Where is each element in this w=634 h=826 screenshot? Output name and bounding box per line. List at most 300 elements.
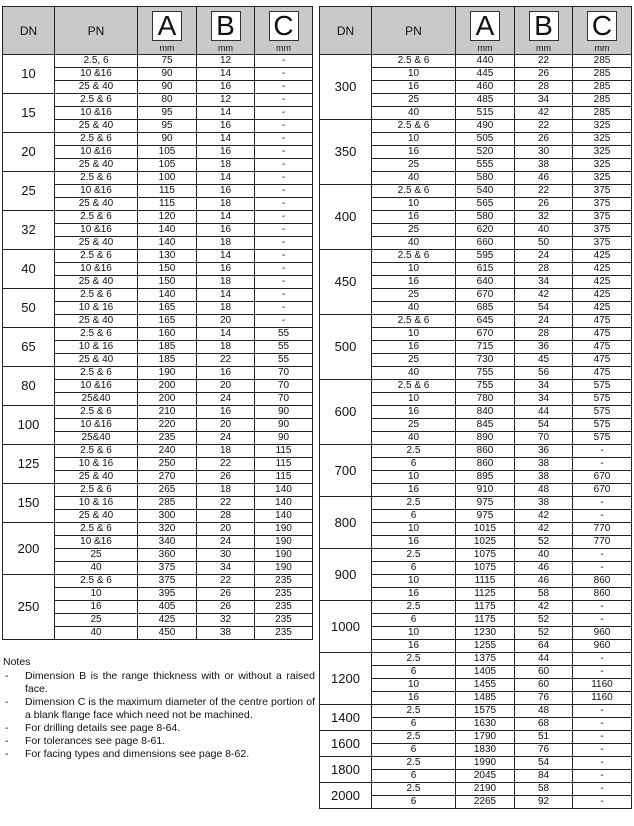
dn-cell: 600 xyxy=(320,380,372,445)
pn-cell: 2.5 xyxy=(372,549,456,562)
pn-cell: 25 xyxy=(372,419,456,432)
dn-cell: 50 xyxy=(3,289,55,328)
c-cell: - xyxy=(255,107,313,120)
b-cell: 14 xyxy=(197,133,255,146)
c-cell: 190 xyxy=(255,523,313,536)
table-row xyxy=(3,289,313,302)
pn-cell: 10 xyxy=(372,133,456,146)
a-cell: 895 xyxy=(456,471,515,484)
b-cell: 16 xyxy=(197,224,255,237)
a-cell: 565 xyxy=(456,198,515,211)
c-cell: 55 xyxy=(255,341,313,354)
a-cell: 2190 xyxy=(456,783,515,796)
table-row xyxy=(3,211,313,224)
c-cell: - xyxy=(255,315,313,328)
c-cell: - xyxy=(573,562,632,575)
table-row xyxy=(3,133,313,146)
b-cell: 20 xyxy=(197,419,255,432)
c-cell: 70 xyxy=(255,380,313,393)
b-cell: 26 xyxy=(197,471,255,484)
pn-cell: 16 xyxy=(372,276,456,289)
c-cell: 70 xyxy=(255,393,313,406)
c-cell: 285 xyxy=(573,81,632,94)
c-cell: 575 xyxy=(573,380,632,393)
a-cell: 670 xyxy=(456,328,515,341)
c-cell: 1160 xyxy=(573,692,632,705)
pn-cell: 2.5 xyxy=(372,731,456,744)
notes-list xyxy=(3,670,315,761)
b-cell: 42 xyxy=(515,107,573,120)
pn-cell: 6 xyxy=(372,666,456,679)
b-cell: 38 xyxy=(515,159,573,172)
pn-cell: 16 xyxy=(372,588,456,601)
pn-cell: 25 xyxy=(372,159,456,172)
c-cell: 860 xyxy=(573,575,632,588)
b-cell: 16 xyxy=(197,120,255,133)
b-cell: 45 xyxy=(515,354,573,367)
a-cell: 80 xyxy=(138,94,197,107)
table-row xyxy=(320,601,632,614)
a-cell: 840 xyxy=(456,406,515,419)
b-cell: 16 xyxy=(197,81,255,94)
dn-cell: 1200 xyxy=(320,653,372,705)
a-cell: 975 xyxy=(456,510,515,523)
b-cell: 16 xyxy=(197,406,255,419)
pn-cell: 10 & 16 xyxy=(55,497,138,510)
a-cell: 860 xyxy=(456,458,515,471)
a-cell: 2045 xyxy=(456,770,515,783)
table-row xyxy=(3,172,313,185)
b-cell: 22 xyxy=(515,55,573,68)
b-cell: 18 xyxy=(197,445,255,458)
pn-cell: 2.5 & 6 xyxy=(55,133,138,146)
b-cell: 18 xyxy=(197,198,255,211)
header-c: C mm xyxy=(573,7,632,55)
c-cell: - xyxy=(573,666,632,679)
b-cell: 46 xyxy=(515,172,573,185)
a-cell: 1375 xyxy=(456,653,515,666)
a-cell: 115 xyxy=(138,185,197,198)
c-cell: 475 xyxy=(573,341,632,354)
a-cell: 505 xyxy=(456,133,515,146)
c-cell: 55 xyxy=(255,354,313,367)
b-cell: 26 xyxy=(515,133,573,146)
c-cell: 770 xyxy=(573,523,632,536)
a-cell: 1175 xyxy=(456,601,515,614)
c-cell: 70 xyxy=(255,367,313,380)
a-cell: 640 xyxy=(456,276,515,289)
a-cell: 90 xyxy=(138,68,197,81)
c-cell: 325 xyxy=(573,133,632,146)
a-cell: 445 xyxy=(456,68,515,81)
pn-cell: 25 xyxy=(55,614,138,627)
pn-cell: 2.5 & 6 xyxy=(55,211,138,224)
b-cell: 48 xyxy=(515,484,573,497)
a-cell: 250 xyxy=(138,458,197,471)
pn-cell: 16 xyxy=(372,640,456,653)
pn-cell: 10 & 16 xyxy=(55,458,138,471)
dn-cell: 1000 xyxy=(320,601,372,653)
b-cell: 76 xyxy=(515,692,573,705)
pn-cell: 10 xyxy=(372,328,456,341)
a-cell: 165 xyxy=(138,302,197,315)
b-cell: 18 xyxy=(197,237,255,250)
b-cell: 16 xyxy=(197,263,255,276)
b-cell: 26 xyxy=(197,588,255,601)
b-cell: 70 xyxy=(515,432,573,445)
c-cell: 235 xyxy=(255,627,313,640)
b-cell: 54 xyxy=(515,302,573,315)
b-cell: 20 xyxy=(197,380,255,393)
a-cell: 95 xyxy=(138,107,197,120)
c-cell: 235 xyxy=(255,575,313,588)
c-cell: - xyxy=(573,744,632,757)
b-cell: 51 xyxy=(515,731,573,744)
a-cell: 140 xyxy=(138,237,197,250)
table-row xyxy=(3,328,313,341)
pn-cell: 10 xyxy=(372,68,456,81)
pn-cell: 25 xyxy=(372,94,456,107)
pn-cell: 16 xyxy=(372,341,456,354)
c-cell: 475 xyxy=(573,367,632,380)
pn-cell: 16 xyxy=(372,692,456,705)
pn-cell: 2.5 xyxy=(372,497,456,510)
c-cell: - xyxy=(573,601,632,614)
dn-cell: 350 xyxy=(320,120,372,185)
c-cell: - xyxy=(255,68,313,81)
pn-cell: 25 xyxy=(372,289,456,302)
b-cell: 46 xyxy=(515,575,573,588)
pn-cell: 6 xyxy=(372,614,456,627)
pn-cell: 10 &16 xyxy=(55,107,138,120)
a-cell: 1025 xyxy=(456,536,515,549)
c-cell: - xyxy=(573,614,632,627)
c-cell: - xyxy=(255,159,313,172)
a-cell: 395 xyxy=(138,588,197,601)
a-cell: 580 xyxy=(456,211,515,224)
b-cell: 36 xyxy=(515,341,573,354)
c-cell: 325 xyxy=(573,159,632,172)
dn-cell: 100 xyxy=(3,406,55,445)
pn-cell: 2.5 & 6 xyxy=(55,523,138,536)
pn-cell: 10 &16 xyxy=(55,146,138,159)
a-cell: 1830 xyxy=(456,744,515,757)
note-item: - For facing types and dimensions see page 8-62. xyxy=(3,748,315,761)
c-cell: - xyxy=(255,263,313,276)
c-cell: 960 xyxy=(573,627,632,640)
a-cell: 620 xyxy=(456,224,515,237)
pn-cell: 2.5 xyxy=(372,783,456,796)
c-cell: 325 xyxy=(573,146,632,159)
c-cell: - xyxy=(573,718,632,731)
a-cell: 130 xyxy=(138,250,197,263)
a-cell: 1575 xyxy=(456,705,515,718)
header-a: A mm xyxy=(138,7,197,55)
c-cell: 575 xyxy=(573,419,632,432)
c-cell: 960 xyxy=(573,640,632,653)
dn-cell: 20 xyxy=(3,133,55,172)
b-cell: 20 xyxy=(197,523,255,536)
pn-cell: 2.5, 6 xyxy=(55,55,138,68)
a-cell: 320 xyxy=(138,523,197,536)
pn-cell: 2.5 & 6 xyxy=(55,575,138,588)
pn-cell: 2.5 & 6 xyxy=(55,367,138,380)
a-cell: 1255 xyxy=(456,640,515,653)
table-row xyxy=(3,94,313,107)
a-cell: 210 xyxy=(138,406,197,419)
c-cell: - xyxy=(255,172,313,185)
b-cell: 18 xyxy=(197,159,255,172)
a-cell: 780 xyxy=(456,393,515,406)
a-cell: 1405 xyxy=(456,666,515,679)
a-cell: 1790 xyxy=(456,731,515,744)
a-cell: 540 xyxy=(456,185,515,198)
c-cell: 425 xyxy=(573,276,632,289)
b-cell: 32 xyxy=(515,211,573,224)
a-cell: 425 xyxy=(138,614,197,627)
a-cell: 190 xyxy=(138,367,197,380)
pn-cell: 10 &16 xyxy=(55,536,138,549)
notes-title: Notes xyxy=(3,656,31,668)
pn-cell: 16 xyxy=(372,406,456,419)
pn-cell: 25 & 40 xyxy=(55,354,138,367)
b-cell: 22 xyxy=(197,354,255,367)
note-item: - Dimension B is the range thickness with or without a raised face. xyxy=(3,670,315,696)
header-pn: PN xyxy=(55,7,138,55)
a-cell: 1015 xyxy=(456,523,515,536)
a-cell: 105 xyxy=(138,146,197,159)
a-cell: 660 xyxy=(456,237,515,250)
a-cell: 485 xyxy=(456,94,515,107)
b-cell: 20 xyxy=(197,315,255,328)
pn-cell: 16 xyxy=(372,146,456,159)
pn-cell: 2.5 xyxy=(372,705,456,718)
c-cell: 575 xyxy=(573,406,632,419)
b-cell: 16 xyxy=(197,146,255,159)
table-row xyxy=(3,575,313,588)
notes-section xyxy=(3,656,315,761)
a-cell: 1485 xyxy=(456,692,515,705)
table-row xyxy=(320,731,632,744)
b-cell: 14 xyxy=(197,68,255,81)
dn-cell: 32 xyxy=(3,211,55,250)
c-cell: - xyxy=(573,783,632,796)
dn-cell: 40 xyxy=(3,250,55,289)
pn-cell: 10 xyxy=(372,627,456,640)
a-cell: 1455 xyxy=(456,679,515,692)
c-cell: - xyxy=(255,276,313,289)
a-cell: 90 xyxy=(138,133,197,146)
c-cell: - xyxy=(573,497,632,510)
a-cell: 645 xyxy=(456,315,515,328)
dn-cell: 400 xyxy=(320,185,372,250)
a-cell: 1630 xyxy=(456,718,515,731)
b-cell: 24 xyxy=(515,315,573,328)
pn-cell: 16 xyxy=(372,536,456,549)
a-cell: 1230 xyxy=(456,627,515,640)
c-cell: - xyxy=(255,198,313,211)
b-cell: 12 xyxy=(197,55,255,68)
pn-cell: 6 xyxy=(372,770,456,783)
pn-cell: 25 xyxy=(372,354,456,367)
pn-cell: 6 xyxy=(372,562,456,575)
a-cell: 185 xyxy=(138,341,197,354)
a-cell: 845 xyxy=(456,419,515,432)
pn-cell: 40 xyxy=(55,627,138,640)
b-cell: 14 xyxy=(197,211,255,224)
c-cell: - xyxy=(255,120,313,133)
pn-cell: 2.5 & 6 xyxy=(55,484,138,497)
note-item: - For tolerances see page 8-61. xyxy=(3,735,315,748)
header-a: A mm xyxy=(456,7,515,55)
pn-cell: 2.5 & 6 xyxy=(55,250,138,263)
pn-cell: 40 xyxy=(372,367,456,380)
c-cell: 190 xyxy=(255,536,313,549)
pn-cell: 2.5 xyxy=(372,757,456,770)
c-cell: - xyxy=(573,757,632,770)
b-cell: 52 xyxy=(515,536,573,549)
table-row xyxy=(320,315,632,328)
a-cell: 185 xyxy=(138,354,197,367)
dn-cell: 500 xyxy=(320,315,372,380)
a-cell: 975 xyxy=(456,497,515,510)
c-cell: 235 xyxy=(255,601,313,614)
dn-cell: 80 xyxy=(3,367,55,406)
c-cell: - xyxy=(573,705,632,718)
a-cell: 270 xyxy=(138,471,197,484)
a-cell: 515 xyxy=(456,107,515,120)
dn-cell: 150 xyxy=(3,484,55,523)
table-row xyxy=(320,549,632,562)
a-cell: 375 xyxy=(138,562,197,575)
dn-cell: 10 xyxy=(3,55,55,94)
flange-table-right xyxy=(319,6,632,809)
b-cell: 40 xyxy=(515,549,573,562)
a-cell: 235 xyxy=(138,432,197,445)
header-b: B mm xyxy=(515,7,573,55)
dn-cell: 2000 xyxy=(320,783,372,809)
a-cell: 580 xyxy=(456,172,515,185)
note-item: - Dimension C is the maximum diameter of the centre portion of a blank flange face which need not be machined. xyxy=(3,696,315,722)
c-cell: - xyxy=(255,250,313,263)
note-item: - For drilling details see page 8-64. xyxy=(3,722,315,735)
a-cell: 340 xyxy=(138,536,197,549)
c-cell: - xyxy=(573,653,632,666)
b-cell: 42 xyxy=(515,289,573,302)
a-cell: 490 xyxy=(456,120,515,133)
a-cell: 755 xyxy=(456,367,515,380)
c-cell: - xyxy=(255,237,313,250)
a-cell: 405 xyxy=(138,601,197,614)
table-row xyxy=(3,367,313,380)
table-row xyxy=(3,484,313,497)
table-row xyxy=(320,653,632,666)
pn-cell: 6 xyxy=(372,744,456,757)
pn-cell: 25 & 40 xyxy=(55,159,138,172)
pn-cell: 10 xyxy=(372,575,456,588)
a-cell: 285 xyxy=(138,497,197,510)
c-cell: 285 xyxy=(573,94,632,107)
dn-cell: 700 xyxy=(320,445,372,497)
a-cell: 105 xyxy=(138,159,197,172)
c-cell: 285 xyxy=(573,55,632,68)
a-cell: 150 xyxy=(138,263,197,276)
pn-cell: 25 & 40 xyxy=(55,237,138,250)
table-row xyxy=(320,783,632,796)
header-pn: PN xyxy=(372,7,456,55)
pn-cell: 25 & 40 xyxy=(55,198,138,211)
c-cell: 770 xyxy=(573,536,632,549)
dn-cell: 15 xyxy=(3,94,55,133)
c-cell: 425 xyxy=(573,302,632,315)
a-cell: 730 xyxy=(456,354,515,367)
c-cell: 425 xyxy=(573,263,632,276)
dn-cell: 900 xyxy=(320,549,372,601)
pn-cell: 2.5 xyxy=(372,445,456,458)
pn-cell: 2.5 & 6 xyxy=(55,172,138,185)
b-cell: 24 xyxy=(515,250,573,263)
a-cell: 615 xyxy=(456,263,515,276)
table-row xyxy=(3,523,313,536)
table-header-row xyxy=(320,7,632,55)
c-cell: 375 xyxy=(573,198,632,211)
pn-cell: 25 & 40 xyxy=(55,315,138,328)
c-cell: - xyxy=(255,302,313,315)
header-c: C mm xyxy=(255,7,313,55)
b-cell: 26 xyxy=(515,68,573,81)
table-row xyxy=(320,250,632,263)
a-cell: 595 xyxy=(456,250,515,263)
b-cell: 12 xyxy=(197,94,255,107)
pn-cell: 40 xyxy=(372,302,456,315)
pn-cell: 2.5 xyxy=(372,653,456,666)
c-cell: 375 xyxy=(573,185,632,198)
pn-cell: 25&40 xyxy=(55,393,138,406)
a-cell: 140 xyxy=(138,289,197,302)
b-cell: 22 xyxy=(515,185,573,198)
c-cell: 90 xyxy=(255,419,313,432)
a-cell: 1125 xyxy=(456,588,515,601)
pn-cell: 2.5 & 6 xyxy=(372,55,456,68)
pn-cell: 16 xyxy=(372,211,456,224)
table-row xyxy=(320,380,632,393)
pn-cell: 10 &16 xyxy=(55,380,138,393)
a-cell: 300 xyxy=(138,510,197,523)
a-cell: 120 xyxy=(138,211,197,224)
b-cell: 28 xyxy=(515,81,573,94)
a-cell: 150 xyxy=(138,276,197,289)
c-cell: 375 xyxy=(573,224,632,237)
b-cell: 58 xyxy=(515,588,573,601)
a-cell: 910 xyxy=(456,484,515,497)
b-cell: 18 xyxy=(197,341,255,354)
a-cell: 160 xyxy=(138,328,197,341)
dn-cell: 300 xyxy=(320,55,372,120)
b-cell: 44 xyxy=(515,406,573,419)
pn-cell: 2.5 & 6 xyxy=(372,380,456,393)
c-cell: 90 xyxy=(255,406,313,419)
c-cell: - xyxy=(573,510,632,523)
a-cell: 240 xyxy=(138,445,197,458)
dn-cell: 800 xyxy=(320,497,372,549)
a-cell: 200 xyxy=(138,393,197,406)
table-row xyxy=(3,445,313,458)
b-cell: 48 xyxy=(515,705,573,718)
dn-cell: 250 xyxy=(3,575,55,640)
b-cell: 34 xyxy=(197,562,255,575)
a-cell: 1115 xyxy=(456,575,515,588)
pn-cell: 10 xyxy=(372,523,456,536)
